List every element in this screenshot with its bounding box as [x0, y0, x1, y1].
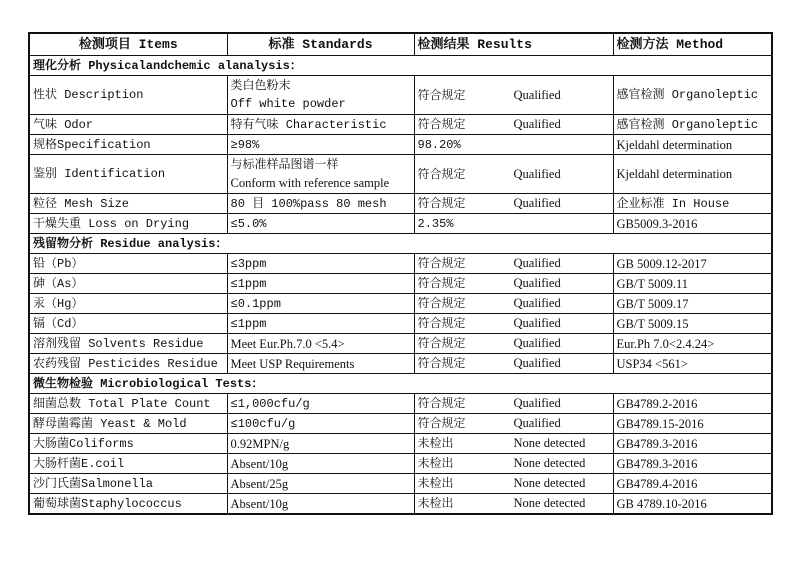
- table-row: [29, 194, 772, 214]
- item-cell: 汞（Hg）: [29, 294, 227, 314]
- standard-cell: [227, 474, 414, 494]
- standard-cell: [227, 334, 414, 354]
- table-row: [29, 354, 772, 374]
- result-en: None detected: [513, 496, 586, 510]
- standard-line: Absent/25g: [230, 476, 289, 491]
- result-cell: [414, 194, 613, 214]
- standard-line: Absent/10g: [230, 456, 289, 471]
- standard-line: ≤1,000cfu/g: [230, 396, 310, 411]
- table-row: [29, 135, 772, 155]
- standard-cell: [227, 314, 414, 334]
- item-cell: 砷（As）: [29, 274, 227, 294]
- result-cn: 符合规定: [417, 197, 466, 211]
- section-title: 残留物分析 Residue analysis：: [29, 234, 772, 254]
- table-row: [29, 474, 772, 494]
- method-cell: 感官检测 Organoleptic: [613, 115, 772, 135]
- standard-cell: [227, 294, 414, 314]
- result-cn: 未检出: [417, 437, 454, 451]
- method-cell: GB/T 5009.11: [613, 274, 772, 294]
- standard-line: Conform with reference sample: [230, 176, 390, 190]
- result-en: None detected: [513, 476, 586, 490]
- method-cell: USP34 <561>: [613, 354, 772, 374]
- item-cell: 细菌总数 Total Plate Count: [29, 394, 227, 414]
- item-cell: 镉（Cd）: [29, 314, 227, 334]
- section-header-row: [29, 234, 772, 254]
- standard-line: ≤5.0%: [230, 216, 267, 231]
- result-en: None detected: [513, 436, 586, 450]
- table-row: [29, 314, 772, 334]
- method-cell: 感官检测 Organoleptic: [613, 76, 772, 115]
- table-row: [29, 214, 772, 234]
- result-en: Qualified: [513, 356, 561, 370]
- table-row: [29, 394, 772, 414]
- result-cn: 符合规定: [417, 167, 466, 182]
- result-cell: [414, 254, 613, 274]
- section-header-row: [29, 56, 772, 76]
- standard-line: 特有气味 Characteristic: [230, 117, 387, 132]
- standard-cell: [227, 414, 414, 434]
- method-cell: 企业标准 In House: [613, 194, 772, 214]
- item-cell: 大肠杆菌E.coil: [29, 454, 227, 474]
- item-cell: 粒径 Mesh Size: [29, 194, 227, 214]
- result-cell: [414, 334, 613, 354]
- result-cn: 符合规定: [417, 257, 466, 271]
- result-cn: 符合规定: [417, 357, 466, 371]
- result-cell: [414, 214, 613, 234]
- table-row: [29, 115, 772, 135]
- method-cell: GB4789.3-2016: [613, 454, 772, 474]
- standard-line: Meet USP Requirements: [230, 356, 355, 371]
- standard-cell: [227, 214, 414, 234]
- item-cell: 农药残留 Pesticides Residue: [29, 354, 227, 374]
- item-cell: 葡萄球菌Staphylococcus: [29, 494, 227, 515]
- method-cell: GB4789.15-2016: [613, 414, 772, 434]
- item-cell: 性状 Description: [29, 76, 227, 115]
- section-header-row: [29, 374, 772, 394]
- standard-line: 类白色粉末: [230, 79, 291, 93]
- standard-cell: [227, 115, 414, 135]
- result-cell: [414, 135, 613, 155]
- table-row: [29, 294, 772, 314]
- test-results-table: [28, 32, 773, 515]
- standard-cell: [227, 194, 414, 214]
- result-cn: 符合规定: [417, 88, 466, 103]
- standard-cell: [227, 354, 414, 374]
- method-cell: Eur.Ph 7.0<2.4.24>: [613, 334, 772, 354]
- result-en: Qualified: [513, 166, 561, 181]
- result-en: Qualified: [513, 196, 561, 210]
- result-cn: 符合规定: [417, 297, 466, 311]
- standard-line: Meet Eur.Ph.7.0 <5.4>: [230, 336, 345, 351]
- method-cell: GB4789.2-2016: [613, 394, 772, 414]
- table-header-row: [29, 33, 772, 56]
- standard-cell: [227, 155, 414, 194]
- method-cell: Kjeldahl determination: [613, 135, 772, 155]
- result-cell: [414, 434, 613, 454]
- item-cell: 沙门氏菌Salmonella: [29, 474, 227, 494]
- standard-line: ≥98%: [230, 137, 260, 152]
- result-en: Qualified: [513, 87, 561, 102]
- standard-cell: [227, 454, 414, 474]
- header-standards: 标准 Standards: [227, 33, 414, 56]
- result-en: Qualified: [513, 336, 561, 350]
- method-cell: GB/T 5009.17: [613, 294, 772, 314]
- result-cell: [414, 474, 613, 494]
- result-cell: [414, 414, 613, 434]
- result-cell: [414, 494, 613, 515]
- standard-line: 0.92MPN/g: [230, 436, 290, 451]
- result-cell: [414, 394, 613, 414]
- result-cn: 符合规定: [417, 277, 466, 291]
- table-row: [29, 155, 772, 194]
- result-cell: [414, 155, 613, 194]
- result-en: Qualified: [513, 416, 561, 430]
- table-row: [29, 414, 772, 434]
- header-items: 检测项目 Items: [29, 33, 227, 56]
- section-title: 微生物检验 Microbiological Tests：: [29, 374, 772, 394]
- header-method: 检测方法 Method: [613, 33, 772, 56]
- result-cn: 符合规定: [417, 317, 466, 331]
- header-results: 检测结果 Results: [414, 33, 613, 56]
- standard-line: 80 目 100%pass 80 mesh: [230, 196, 387, 211]
- table-row: [29, 434, 772, 454]
- item-cell: 大肠菌Coliforms: [29, 434, 227, 454]
- standard-line: ≤1ppm: [230, 316, 267, 331]
- result-cell: [414, 314, 613, 334]
- method-cell: GB5009.3-2016: [613, 214, 772, 234]
- result-cn: 符合规定: [417, 417, 466, 431]
- method-cell: GB 5009.12-2017: [613, 254, 772, 274]
- result-cn: 未检出: [417, 497, 454, 511]
- standard-cell: [227, 434, 414, 454]
- method-cell: Kjeldahl determination: [613, 155, 772, 194]
- section-title: 理化分析 Physicalandchemic alanalysis：: [29, 56, 772, 76]
- table-row: [29, 454, 772, 474]
- standard-line: ≤1ppm: [230, 276, 267, 291]
- standard-cell: [227, 274, 414, 294]
- result-cell: [414, 354, 613, 374]
- standard-line: ≤0.1ppm: [230, 296, 281, 311]
- result-en: Qualified: [513, 316, 561, 330]
- result-en: Qualified: [513, 256, 561, 270]
- standard-cell: [227, 254, 414, 274]
- table-row: [29, 274, 772, 294]
- method-cell: GB 4789.10-2016: [613, 494, 772, 515]
- method-cell: GB4789.3-2016: [613, 434, 772, 454]
- result-cell: [414, 454, 613, 474]
- item-cell: 规格Specification: [29, 135, 227, 155]
- result-en: Qualified: [513, 276, 561, 290]
- standard-cell: [227, 135, 414, 155]
- item-cell: 铅（Pb）: [29, 254, 227, 274]
- method-cell: GB4789.4-2016: [613, 474, 772, 494]
- table-row: [29, 334, 772, 354]
- result-cell: [414, 294, 613, 314]
- result-cell: [414, 274, 613, 294]
- item-cell: 气味 Odor: [29, 115, 227, 135]
- standard-cell: [227, 494, 414, 515]
- standard-line: Absent/10g: [230, 496, 289, 511]
- result-cn: 98.20%: [417, 138, 461, 152]
- standard-line: 与标准样品图谱一样: [230, 158, 339, 172]
- item-cell: 酵母菌霉菌 Yeast & Mold: [29, 414, 227, 434]
- result-en: Qualified: [513, 117, 561, 131]
- method-cell: GB/T 5009.15: [613, 314, 772, 334]
- result-cell: [414, 76, 613, 115]
- item-cell: 干燥失重 Loss on Drying: [29, 214, 227, 234]
- result-cn: 符合规定: [417, 397, 466, 411]
- result-en: Qualified: [513, 396, 561, 410]
- standard-line: ≤3ppm: [230, 256, 267, 271]
- result-cn: 2.35%: [417, 217, 454, 231]
- result-cell: [414, 115, 613, 135]
- table-row: [29, 494, 772, 515]
- standard-line: ≤100cfu/g: [230, 416, 296, 431]
- table-row: [29, 76, 772, 115]
- result-en: Qualified: [513, 296, 561, 310]
- standard-line: Off white powder: [230, 97, 346, 111]
- item-cell: 鉴别 Identification: [29, 155, 227, 194]
- result-cn: 未检出: [417, 457, 454, 471]
- result-cn: 符合规定: [417, 337, 466, 351]
- standard-cell: [227, 394, 414, 414]
- standard-cell: [227, 76, 414, 115]
- table-row: [29, 254, 772, 274]
- item-cell: 溶剂残留 Solvents Residue: [29, 334, 227, 354]
- result-en: None detected: [513, 456, 586, 470]
- result-cn: 未检出: [417, 477, 454, 491]
- result-cn: 符合规定: [417, 118, 466, 132]
